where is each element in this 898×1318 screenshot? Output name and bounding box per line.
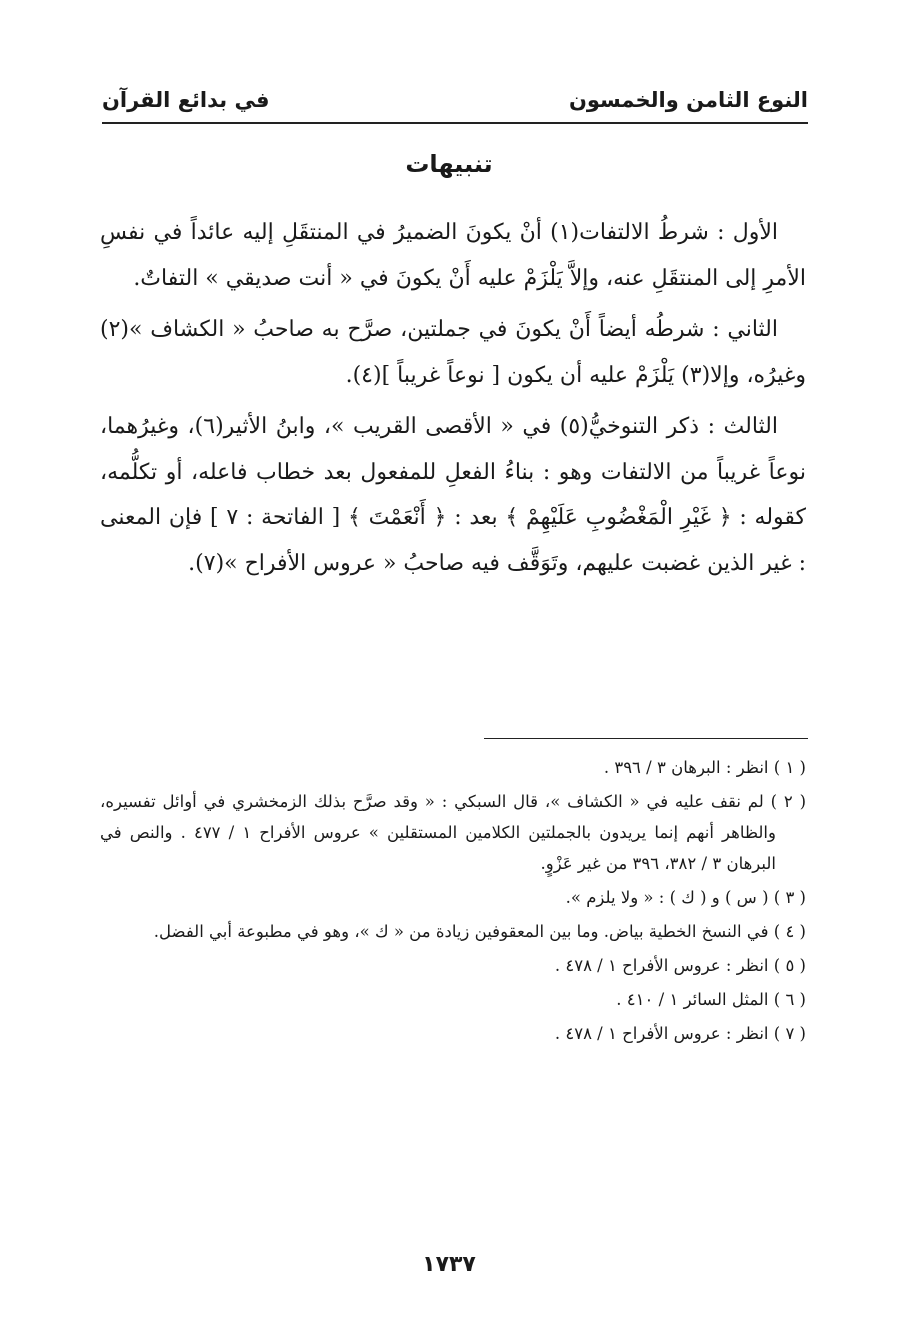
footnote-1: ( ١ ) انظر : البرهان ٣ / ٣٩٦ . <box>603 758 806 777</box>
footnote-7: ( ٧ ) انظر : عروس الأفراح ١ / ٤٧٨ . <box>554 1024 806 1043</box>
footnote-2: ( ٢ ) لم نقف عليه في « الكشاف »، قال السبكي : « وقد صرَّح بذلك الزمخشري في أوائل تفسيره، والظاهر أنهم إنما يريدون بالجملتين الكلامين المستقلين » عروس الأفراح ١ / ٤٧٧ . والنص في البرهان ٣ / ٣٨٢، ٣٩٦ من غير عَزْوٍ. <box>100 792 807 873</box>
paragraph-third: الثالث : ذكر التنوخيُّ(٥) في « الأقصى القريب »، وابنُ الأثير(٦)، وغيرُهما، نوعاً غريباً من الالتفات وهو : بناءُ الفعلِ للمفعول بعد خطاب فاعله، أو تكلُّمه، كقوله : ﴿ غَيْرِ الْمَغْضُوبِ عَلَيْهِمْ ﴾ بعد : ﴿ أَنْعَمْتَ ﴾ [ الفاتحة : ٧ ] فإن المعنى : غير الذين غضبت عليهم، وتَوَقَّف فيه صاحبُ « عروس الأفراح »(٧). <box>100 414 807 576</box>
main-text <box>100 210 806 592</box>
footnote-5: ( ٥ ) انظر : عروس الأفراح ١ / ٤٧٨ . <box>554 956 806 975</box>
footnotes <box>100 752 806 1052</box>
paragraph-first: الأول : شرطُ الالتفات(١) أنْ يكونَ الضميرُ في المنتقَلِ إليه عائداً في نفسِ الأمرِ إلى المنتقَلِ عنه، وإلاَّ يَلْزَمْ عليه أَنْ يكونَ في « أنت صديقي » التفاتٌ. <box>100 220 806 291</box>
footnote-4: ( ٤ ) في النسخ الخطية بياض. وما بين المعقوفين زيادة من « ك »، وهو في مطبوعة أبي الفضل. <box>153 922 806 941</box>
paragraph-second: الثاني : شرطُه أيضاً أَنْ يكونَ في جملتين، صرَّح به صاحبُ « الكشاف »(٢) وغيرُه، وإلا(٣) يَلْزَمْ عليه أن يكون [ نوعاً غريباً ](٤). <box>100 317 806 388</box>
footnote-3: ( ٣ ) ( س ) و ( ك ) : « ولا يلزم ». <box>565 888 806 907</box>
footnote-separator <box>484 738 808 739</box>
running-header <box>102 78 808 124</box>
header-book-title: في بدائع القرآن <box>102 88 270 112</box>
section-title: تنبيهات <box>405 150 493 178</box>
footnote-6: ( ٦ ) المثل السائر ١ / ٤١٠ . <box>616 990 806 1009</box>
page-number: ١٧٣٧ <box>422 1252 476 1277</box>
header-chapter-title: النوع الثامن والخمسون <box>568 88 808 112</box>
